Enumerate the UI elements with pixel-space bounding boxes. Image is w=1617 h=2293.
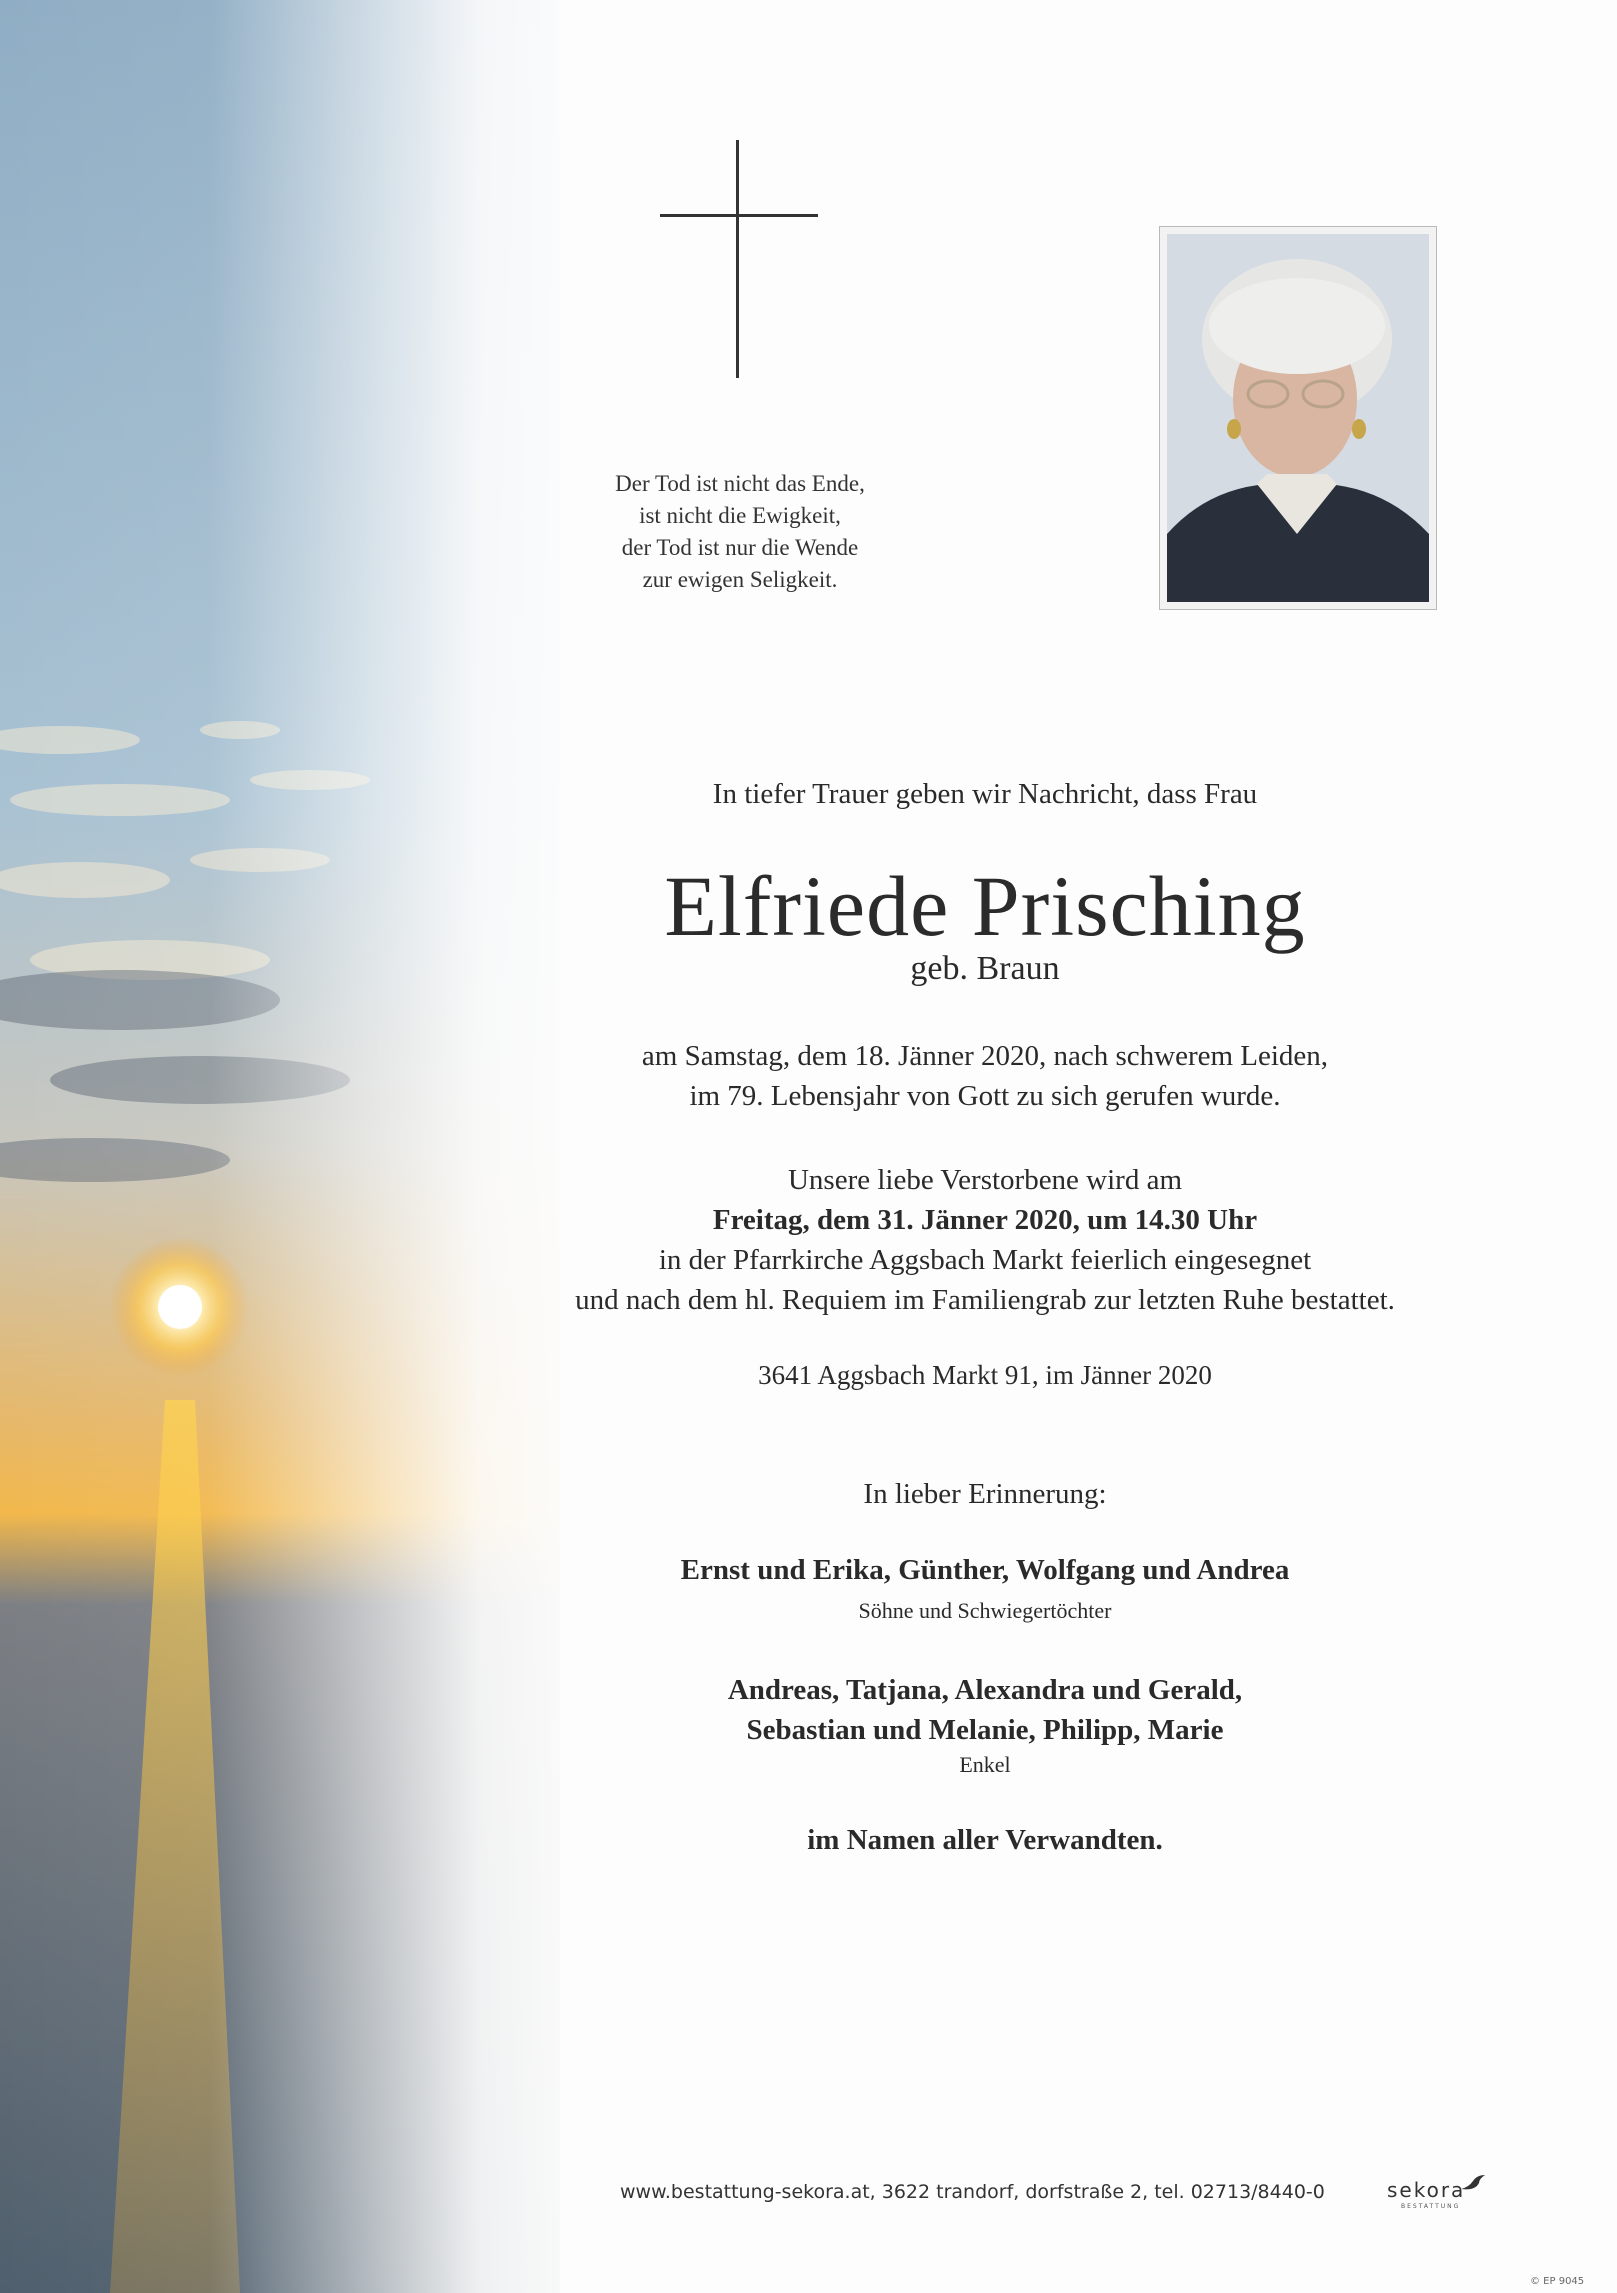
logo-subtitle: BESTATTUNG [1401, 2203, 1461, 2210]
announcement-intro: In tiefer Trauer geben wir Nachricht, dass Frau [712, 778, 1258, 810]
grandchildren-role: Enkel [959, 1752, 1011, 1777]
funeral-line: und nach dem hl. Requiem im Familiengrab zur letzten Ruhe bestattet. [575, 1284, 1395, 1316]
death-line: am Samstag, dem 18. Jänner 2020, nach schwerem Leiden, [641, 1040, 1329, 1072]
motto-line: der Tod ist nur die Wende [621, 535, 859, 560]
bird-icon [1459, 2173, 1487, 2195]
funeral-line: in der Pfarrkirche Aggsbach Markt feierlich eingesegnet [658, 1244, 1312, 1276]
undertaker-logo [1387, 2173, 1487, 2213]
motto-verse [520, 468, 960, 596]
funeral-date: Freitag, dem 31. Jänner 2020, um 14.30 Uhr [712, 1204, 1258, 1236]
death-line: im 79. Lebensjahr von Gott zu sich gerufen wurde. [689, 1080, 1281, 1112]
maiden-name: geb. Braun [910, 950, 1060, 987]
sons-names: Ernst und Erika, Günther, Wolfgang und Andrea [680, 1554, 1290, 1586]
deceased-name: Elfriede Prisching [664, 858, 1306, 954]
portrait-image [1167, 234, 1429, 602]
grandchildren-line: Andreas, Tatjana, Alexandra und Gerald, [727, 1674, 1243, 1706]
funeral-details [470, 1160, 1500, 1320]
print-code: © EP 9045 [1530, 2276, 1585, 2287]
cross-icon [650, 140, 830, 380]
sons-role: Söhne und Schwiegertöchter [858, 1598, 1112, 1623]
grandchildren-names [470, 1670, 1500, 1750]
motto-line: ist nicht die Ewigkeit, [639, 503, 841, 528]
motto-line: Der Tod ist nicht das Ende, [615, 471, 865, 496]
undertaker-contact: www.bestattung-sekora.at, 3622 trandorf, dorfstraße 2, tel. 02713/8440-0 [620, 2181, 1325, 2203]
death-details [470, 1036, 1500, 1116]
motto-line: zur ewigen Seligkeit. [642, 567, 838, 592]
memory-heading: In lieber Erinnerung: [863, 1478, 1107, 1510]
place-date: 3641 Aggsbach Markt 91, im Jänner 2020 [758, 1360, 1212, 1390]
funeral-intro: Unsere liebe Verstorbene wird am [787, 1164, 1183, 1196]
grandchildren-line: Sebastian und Melanie, Philipp, Marie [746, 1714, 1224, 1746]
logo-word: sekora [1387, 2178, 1466, 2202]
portrait-photo [1159, 226, 1437, 610]
closing-line: im Namen aller Verwandten. [807, 1824, 1163, 1856]
